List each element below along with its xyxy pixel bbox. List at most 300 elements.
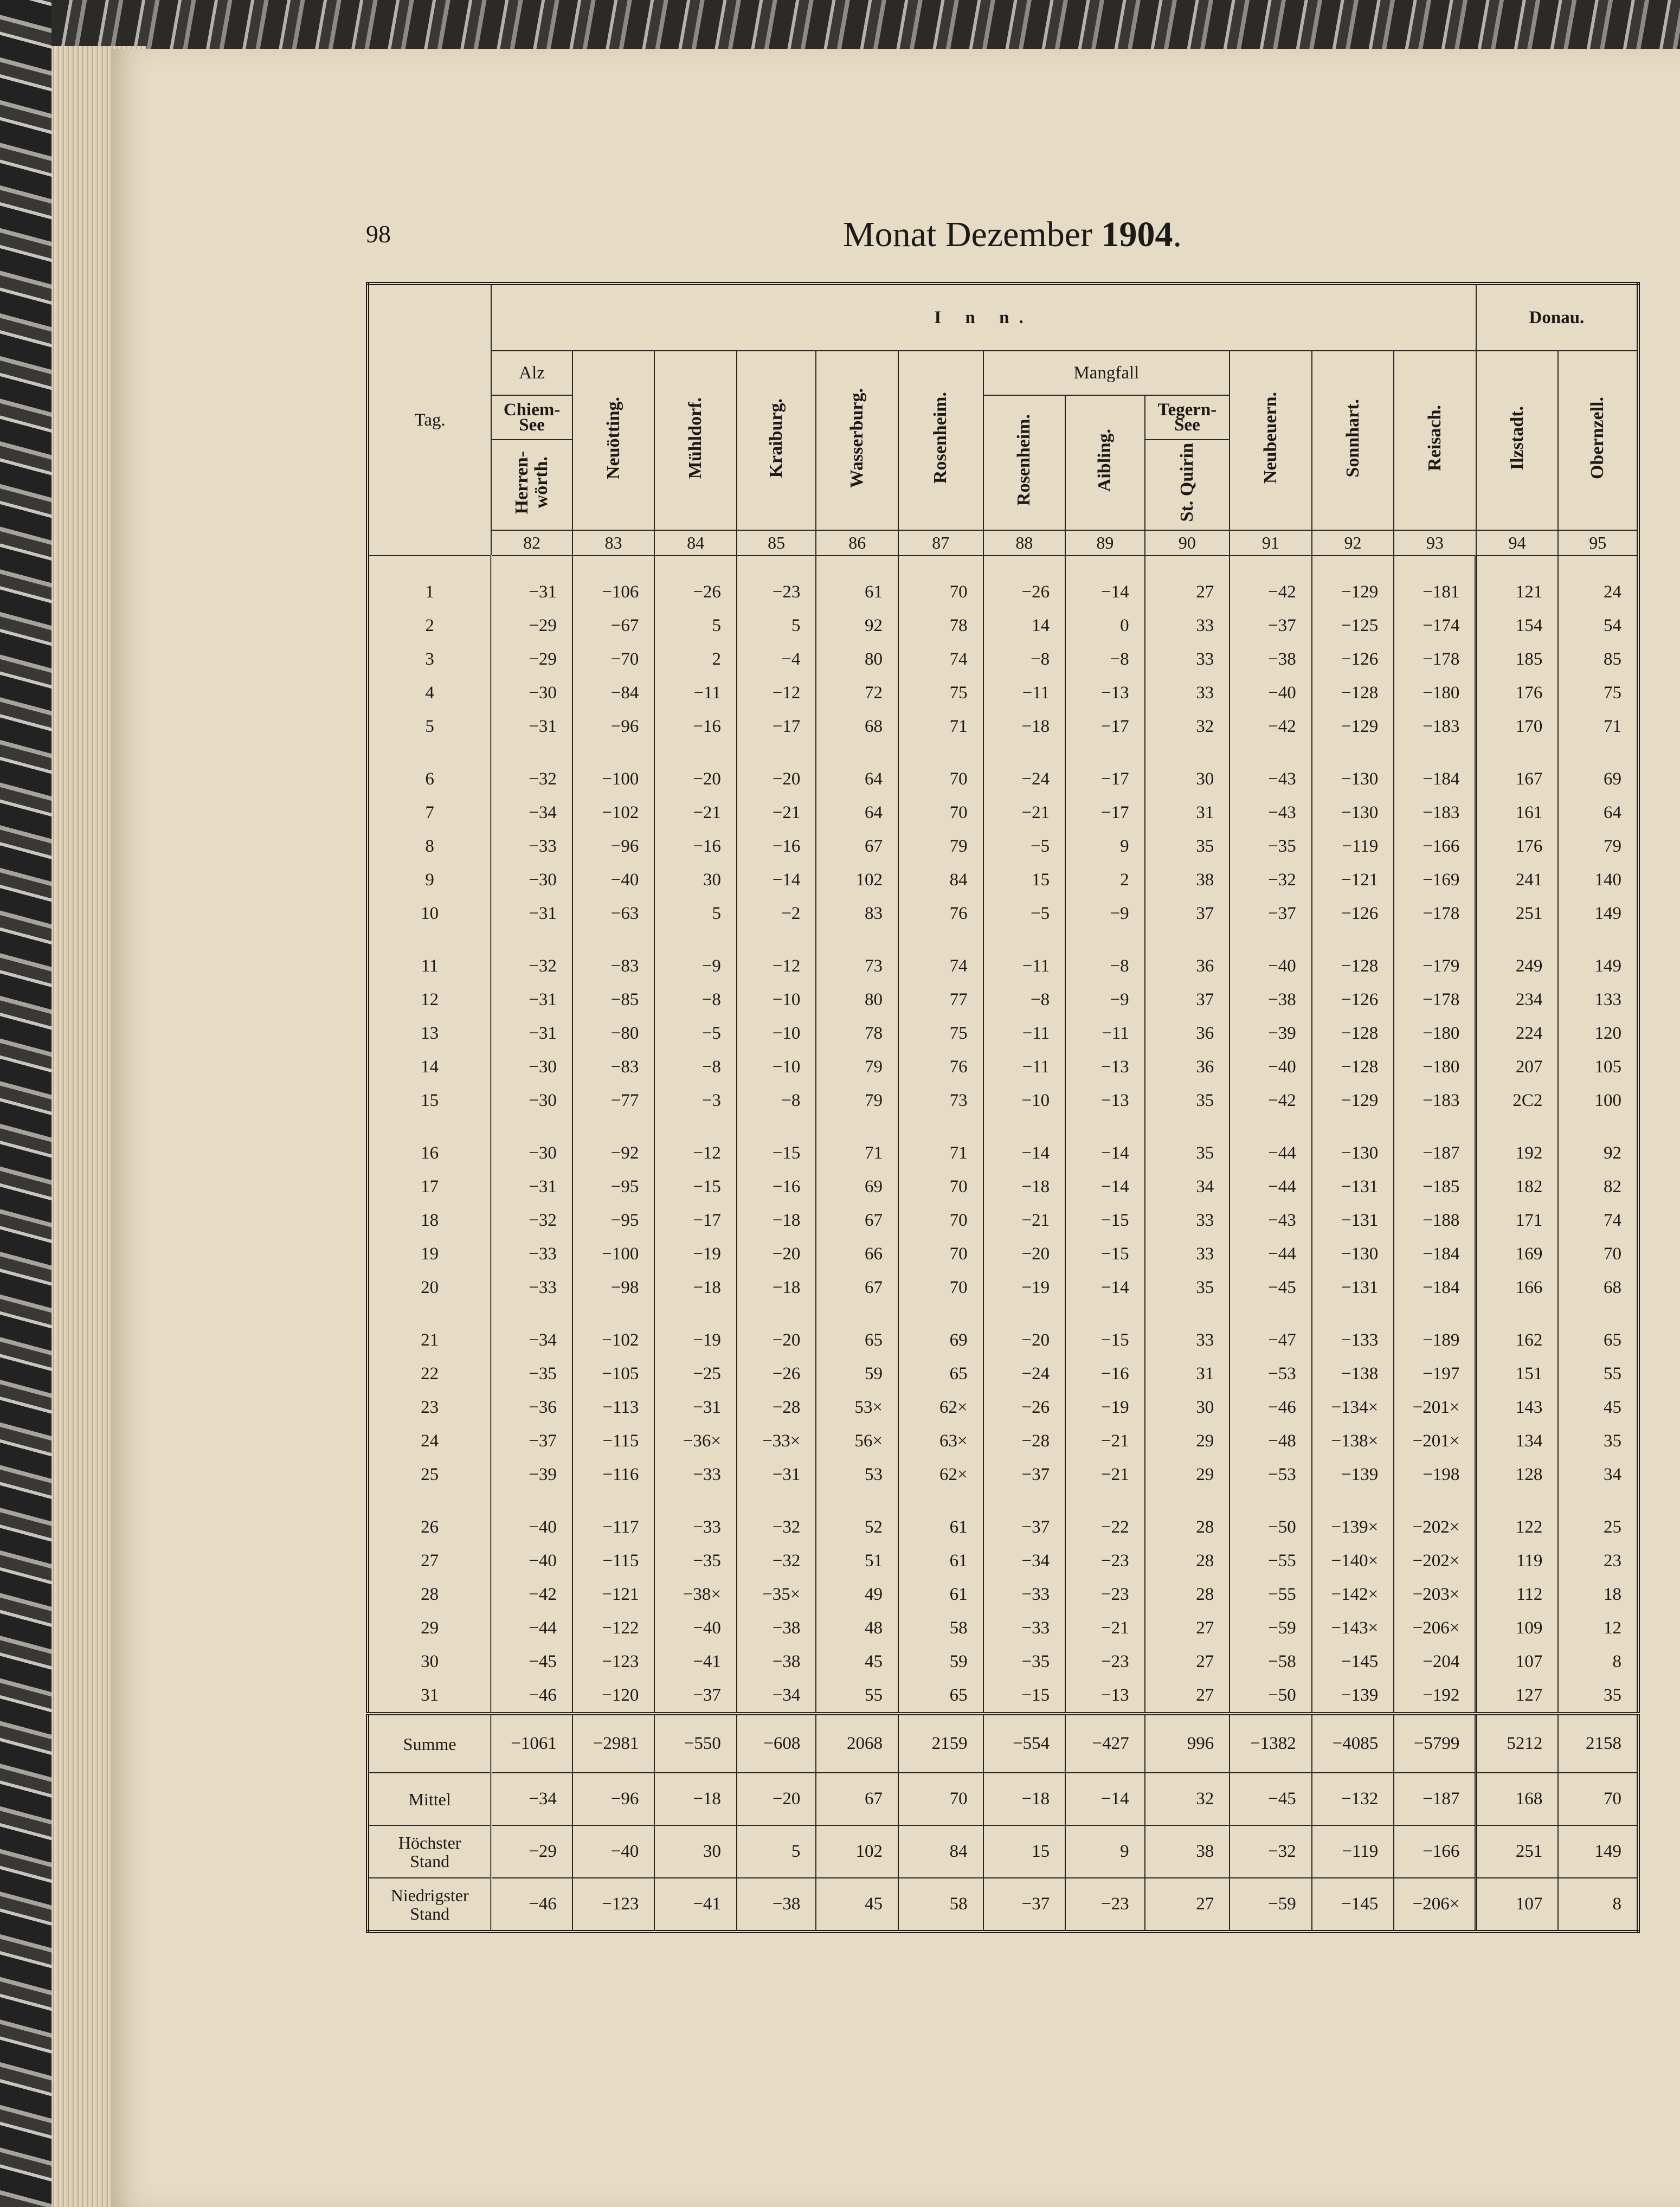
value-cell: 70	[1558, 1773, 1638, 1825]
value-cell: −206×	[1394, 1611, 1476, 1645]
value-cell: 67	[816, 1204, 898, 1237]
value-cell: −53	[1230, 1458, 1312, 1491]
value-cell: 53	[816, 1458, 898, 1491]
value-cell: 169	[1476, 1237, 1559, 1271]
value-cell: −180	[1394, 1016, 1476, 1050]
value-cell: −19	[1065, 1391, 1144, 1424]
value-cell: 185	[1476, 642, 1559, 676]
value-cell: 0	[1065, 609, 1144, 642]
value-cell: −123	[572, 1878, 655, 1932]
value-cell: −95	[572, 1170, 655, 1204]
value-cell: 2158	[1558, 1714, 1638, 1773]
value-cell: 54	[1558, 609, 1638, 642]
value-cell: −10	[983, 1084, 1066, 1117]
value-cell: 53×	[816, 1391, 898, 1424]
value-cell: 121	[1476, 575, 1559, 609]
day-cell: 29	[368, 1611, 491, 1645]
value-cell: −41	[654, 1645, 737, 1678]
value-cell: 92	[1558, 1136, 1638, 1170]
value-cell: −11	[983, 949, 1066, 983]
value-cell: −21	[1065, 1424, 1144, 1458]
value-cell: 37	[1145, 983, 1230, 1016]
donau-header: Donau.	[1476, 284, 1638, 351]
table-row	[368, 1136, 1638, 1170]
value-cell: −179	[1394, 949, 1476, 983]
value-cell: 5	[737, 609, 816, 642]
value-cell: −32	[737, 1510, 816, 1544]
value-cell: −31	[491, 710, 572, 743]
value-cell: −12	[737, 676, 816, 710]
value-cell: 28	[1145, 1578, 1230, 1611]
table-row	[368, 575, 1638, 609]
spacer-row	[368, 743, 1638, 762]
value-cell: −46	[491, 1678, 572, 1714]
station-number: 94	[1476, 530, 1559, 556]
value-cell: 79	[816, 1050, 898, 1084]
value-cell: 2C2	[1476, 1084, 1559, 1117]
value-cell: 23	[1558, 1544, 1638, 1578]
value-cell: 74	[898, 949, 983, 983]
value-cell: 151	[1476, 1357, 1559, 1391]
value-cell: −17	[1065, 710, 1144, 743]
value-cell: −8	[983, 983, 1066, 1016]
value-cell: 80	[816, 983, 898, 1016]
station-reisach: Reisach.	[1394, 351, 1476, 530]
value-cell: −46	[491, 1878, 572, 1932]
value-cell: 55	[816, 1678, 898, 1714]
value-cell: −17	[1065, 796, 1144, 829]
table-row	[368, 710, 1638, 743]
value-cell: −23	[1065, 1578, 1144, 1611]
value-cell: −130	[1312, 1237, 1394, 1271]
value-cell: −33	[491, 1237, 572, 1271]
value-cell: −140×	[1312, 1544, 1394, 1578]
value-cell: −203×	[1394, 1578, 1476, 1611]
value-cell: 9	[1065, 829, 1144, 863]
station-number: 91	[1230, 530, 1312, 556]
day-cell: 18	[368, 1204, 491, 1237]
day-cell: 1	[368, 575, 491, 609]
value-cell: −32	[1230, 1825, 1312, 1878]
station-aibling: Aibling.	[1065, 395, 1144, 530]
value-cell: 35	[1145, 829, 1230, 863]
value-cell: −50	[1230, 1678, 1312, 1714]
value-cell: −59	[1230, 1878, 1312, 1932]
value-cell: −11	[654, 676, 737, 710]
value-cell: −197	[1394, 1357, 1476, 1391]
value-cell: 171	[1476, 1204, 1559, 1237]
value-cell: −30	[491, 676, 572, 710]
value-cell: 182	[1476, 1170, 1559, 1204]
value-cell: −126	[1312, 897, 1394, 930]
value-cell: 70	[898, 1271, 983, 1304]
value-cell: −96	[572, 829, 655, 863]
value-cell: −37	[654, 1678, 737, 1714]
value-cell: −21	[737, 796, 816, 829]
value-cell: −28	[737, 1391, 816, 1424]
value-cell: 29	[1145, 1458, 1230, 1491]
value-cell: −10	[737, 1016, 816, 1050]
value-cell: −29	[491, 609, 572, 642]
value-cell: 55	[1558, 1357, 1638, 1391]
value-cell: −30	[491, 1084, 572, 1117]
summary-label: Summe	[368, 1714, 491, 1773]
value-cell: −8	[654, 983, 737, 1016]
value-cell: −11	[1065, 1016, 1144, 1050]
value-cell: −138×	[1312, 1424, 1394, 1458]
value-cell: 70	[898, 1170, 983, 1204]
value-cell: −44	[1230, 1237, 1312, 1271]
value-cell: −14	[983, 1136, 1066, 1170]
value-cell: 102	[816, 1825, 898, 1878]
day-cell: 31	[368, 1678, 491, 1714]
value-cell: 64	[816, 762, 898, 796]
value-cell: −24	[983, 1357, 1066, 1391]
value-cell: −83	[572, 949, 655, 983]
value-cell: −29	[491, 642, 572, 676]
value-cell: 79	[816, 1084, 898, 1117]
value-cell: 67	[816, 829, 898, 863]
value-cell: −38	[1230, 642, 1312, 676]
value-cell: 56×	[816, 1424, 898, 1458]
station-number-row	[368, 530, 1638, 556]
value-cell: −19	[654, 1323, 737, 1357]
value-cell: −30	[491, 1050, 572, 1084]
value-cell: 234	[1476, 983, 1559, 1016]
value-cell: 27	[1145, 575, 1230, 609]
day-cell: 23	[368, 1391, 491, 1424]
value-cell: −102	[572, 1323, 655, 1357]
value-cell: −19	[654, 1237, 737, 1271]
value-cell: −38	[737, 1645, 816, 1678]
value-cell: −21	[1065, 1611, 1144, 1645]
value-cell: 61	[898, 1510, 983, 1544]
value-cell: 92	[816, 609, 898, 642]
value-cell: −201×	[1394, 1424, 1476, 1458]
value-cell: 79	[898, 829, 983, 863]
station-number: 90	[1145, 530, 1230, 556]
value-cell: −63	[572, 897, 655, 930]
value-cell: 24	[1558, 575, 1638, 609]
value-cell: 59	[898, 1645, 983, 1678]
value-cell: −40	[1230, 949, 1312, 983]
value-cell: −58	[1230, 1645, 1312, 1678]
value-cell: 70	[898, 1204, 983, 1237]
value-cell: 30	[654, 863, 737, 897]
value-cell: −38	[737, 1611, 816, 1645]
value-cell: −14	[1065, 575, 1144, 609]
station-number: 86	[816, 530, 898, 556]
value-cell: −8	[1065, 642, 1144, 676]
value-cell: 45	[816, 1645, 898, 1678]
station-obernzell: Obernzell.	[1558, 351, 1638, 530]
value-cell: −4	[737, 642, 816, 676]
value-cell: −8	[737, 1084, 816, 1117]
value-cell: −26	[654, 575, 737, 609]
table-row	[368, 796, 1638, 829]
day-cell: 28	[368, 1578, 491, 1611]
value-cell: 133	[1558, 983, 1638, 1016]
value-cell: −427	[1065, 1714, 1144, 1773]
value-cell: −41	[654, 1878, 737, 1932]
value-cell: −5	[983, 829, 1066, 863]
summary-label: Mittel	[368, 1773, 491, 1825]
value-cell: −198	[1394, 1458, 1476, 1491]
value-cell: −12	[654, 1136, 737, 1170]
value-cell: −13	[1065, 1678, 1144, 1714]
value-cell: −35	[491, 1357, 572, 1391]
value-cell: −32	[737, 1544, 816, 1578]
value-cell: −18	[737, 1271, 816, 1304]
value-cell: −19	[983, 1271, 1066, 1304]
value-cell: −20	[737, 762, 816, 796]
table-row	[368, 642, 1638, 676]
value-cell: 241	[1476, 863, 1559, 897]
value-cell: −115	[572, 1424, 655, 1458]
value-cell: −113	[572, 1391, 655, 1424]
station-rosenheim-inn: Rosenheim.	[898, 351, 983, 530]
station-number: 88	[983, 530, 1066, 556]
value-cell: −31	[491, 1016, 572, 1050]
value-cell: −126	[1312, 983, 1394, 1016]
value-cell: 77	[898, 983, 983, 1016]
value-cell: −40	[1230, 1050, 1312, 1084]
station-wasserburg: Wasserburg.	[816, 351, 898, 530]
value-cell: −20	[654, 762, 737, 796]
station-neuoetting: Neuötting.	[572, 351, 655, 530]
value-cell: −85	[572, 983, 655, 1016]
value-cell: −126	[1312, 642, 1394, 676]
value-cell: −106	[572, 575, 655, 609]
value-cell: −20	[737, 1323, 816, 1357]
value-cell: −34	[491, 796, 572, 829]
value-cell: −59	[1230, 1611, 1312, 1645]
day-cell: 24	[368, 1424, 491, 1458]
table-row	[368, 949, 1638, 983]
value-cell: 2	[1065, 863, 1144, 897]
value-cell: 38	[1145, 1825, 1230, 1878]
value-cell: 65	[898, 1357, 983, 1391]
value-cell: −131	[1312, 1271, 1394, 1304]
day-cell: 4	[368, 676, 491, 710]
value-cell: 15	[983, 1825, 1066, 1878]
value-cell: 127	[1476, 1678, 1559, 1714]
station-number: 84	[654, 530, 737, 556]
value-cell: −40	[1230, 676, 1312, 710]
value-cell: −39	[1230, 1016, 1312, 1050]
value-cell: −554	[983, 1714, 1066, 1773]
value-cell: −37	[983, 1878, 1066, 1932]
station-neubeuern: Neubeuern.	[1230, 351, 1312, 530]
value-cell: −18	[654, 1271, 737, 1304]
table-row	[368, 1578, 1638, 1611]
value-cell: −35×	[737, 1578, 816, 1611]
value-cell: −31	[491, 1170, 572, 1204]
station-number: 92	[1312, 530, 1394, 556]
day-cell: 8	[368, 829, 491, 863]
value-cell: −28	[983, 1424, 1066, 1458]
value-cell: −145	[1312, 1878, 1394, 1932]
value-cell: −183	[1394, 1084, 1476, 1117]
value-cell: −21	[983, 1204, 1066, 1237]
value-cell: −115	[572, 1544, 655, 1578]
value-cell: 2	[654, 642, 737, 676]
mangfall-header: Mangfall	[983, 351, 1230, 395]
value-cell: 35	[1558, 1424, 1638, 1458]
value-cell: −550	[654, 1714, 737, 1773]
value-cell: 64	[1558, 796, 1638, 829]
value-cell: −95	[572, 1204, 655, 1237]
value-cell: −139	[1312, 1458, 1394, 1491]
value-cell: −31	[654, 1391, 737, 1424]
station-number: 87	[898, 530, 983, 556]
value-cell: 36	[1145, 1016, 1230, 1050]
value-cell: −16	[737, 829, 816, 863]
value-cell: 51	[816, 1544, 898, 1578]
value-cell: 109	[1476, 1611, 1559, 1645]
summary-row	[368, 1773, 1638, 1825]
value-cell: −129	[1312, 1084, 1394, 1117]
value-cell: 107	[1476, 1645, 1559, 1678]
value-cell: −187	[1394, 1136, 1476, 1170]
value-cell: 58	[898, 1611, 983, 1645]
value-cell: −2981	[572, 1714, 655, 1773]
value-cell: −35	[654, 1544, 737, 1578]
value-cell: −119	[1312, 829, 1394, 863]
day-cell: 7	[368, 796, 491, 829]
value-cell: −204	[1394, 1645, 1476, 1678]
table-row	[368, 1424, 1638, 1458]
value-cell: 35	[1145, 1271, 1230, 1304]
value-cell: 30	[654, 1825, 737, 1878]
value-cell: −5799	[1394, 1714, 1476, 1773]
value-cell: −4085	[1312, 1714, 1394, 1773]
value-cell: −123	[572, 1645, 655, 1678]
value-cell: −55	[1230, 1544, 1312, 1578]
value-cell: −16	[654, 710, 737, 743]
value-cell: −32	[1230, 863, 1312, 897]
value-cell: −22	[1065, 1510, 1144, 1544]
value-cell: −21	[654, 796, 737, 829]
value-cell: −15	[1065, 1204, 1144, 1237]
station-number: 95	[1558, 530, 1638, 556]
value-cell: 70	[898, 796, 983, 829]
value-cell: 154	[1476, 609, 1559, 642]
value-cell: −130	[1312, 1136, 1394, 1170]
value-cell: 149	[1558, 897, 1638, 930]
value-cell: −23	[1065, 1878, 1144, 1932]
value-cell: 69	[898, 1323, 983, 1357]
station-herrenwoerth: Herren- wörth.	[491, 440, 572, 530]
value-cell: 5	[654, 609, 737, 642]
value-cell: 49	[816, 1578, 898, 1611]
value-cell: 30	[1145, 1391, 1230, 1424]
value-cell: −44	[1230, 1170, 1312, 1204]
value-cell: −15	[1065, 1323, 1144, 1357]
title-year: 1904	[1101, 215, 1173, 254]
value-cell: 8	[1558, 1878, 1638, 1932]
value-cell: 68	[1558, 1271, 1638, 1304]
day-cell: 30	[368, 1645, 491, 1678]
value-cell: −116	[572, 1458, 655, 1491]
value-cell: 105	[1558, 1050, 1638, 1084]
value-cell: −180	[1394, 1050, 1476, 1084]
value-cell: 2159	[898, 1714, 983, 1773]
value-cell: −130	[1312, 762, 1394, 796]
value-cell: 119	[1476, 1544, 1559, 1578]
table-row	[368, 863, 1638, 897]
value-cell: 68	[816, 710, 898, 743]
value-cell: 29	[1145, 1424, 1230, 1458]
day-cell: 3	[368, 642, 491, 676]
summary-label: Höchster Stand	[368, 1825, 491, 1878]
summary-row	[368, 1825, 1638, 1878]
value-cell: −20	[737, 1237, 816, 1271]
value-cell: −45	[491, 1645, 572, 1678]
value-cell: −133	[1312, 1323, 1394, 1357]
value-cell: −1061	[491, 1714, 572, 1773]
value-cell: 207	[1476, 1050, 1559, 1084]
table-body	[368, 556, 1638, 1932]
value-cell: −16	[1065, 1357, 1144, 1391]
value-cell: −139×	[1312, 1510, 1394, 1544]
spacer-row	[368, 1304, 1638, 1323]
value-cell: −134×	[1312, 1391, 1394, 1424]
value-cell: 107	[1476, 1878, 1559, 1932]
day-cell: 22	[368, 1357, 491, 1391]
value-cell: −9	[654, 949, 737, 983]
value-cell: 33	[1145, 676, 1230, 710]
value-cell: −26	[983, 575, 1066, 609]
value-cell: −128	[1312, 949, 1394, 983]
value-cell: 75	[898, 1016, 983, 1050]
water-level-table	[366, 282, 1640, 1933]
value-cell: −8	[983, 642, 1066, 676]
value-cell: −67	[572, 609, 655, 642]
page-number: 98	[366, 220, 391, 248]
value-cell: −36	[491, 1391, 572, 1424]
value-cell: 34	[1558, 1458, 1638, 1491]
value-cell: 71	[898, 710, 983, 743]
day-cell: 2	[368, 609, 491, 642]
chiemsee-header: Chiem- See	[491, 395, 572, 440]
value-cell: −31	[491, 575, 572, 609]
value-cell: −16	[654, 829, 737, 863]
value-cell: −128	[1312, 1016, 1394, 1050]
value-cell: 25	[1558, 1510, 1638, 1544]
value-cell: −18	[983, 1170, 1066, 1204]
value-cell: −96	[572, 1773, 655, 1825]
value-cell: −166	[1394, 829, 1476, 863]
value-cell: −130	[1312, 796, 1394, 829]
value-cell: −80	[572, 1016, 655, 1050]
value-cell: 36	[1145, 949, 1230, 983]
value-cell: −10	[737, 1050, 816, 1084]
value-cell: 67	[816, 1271, 898, 1304]
value-cell: 71	[816, 1136, 898, 1170]
day-cell: 11	[368, 949, 491, 983]
value-cell: −13	[1065, 1050, 1144, 1084]
spacer-row	[368, 1491, 1638, 1510]
value-cell: 14	[983, 609, 1066, 642]
station-number: 82	[491, 530, 572, 556]
value-cell: −11	[983, 1050, 1066, 1084]
value-cell: −34	[983, 1544, 1066, 1578]
value-cell: −143×	[1312, 1611, 1394, 1645]
value-cell: −202×	[1394, 1510, 1476, 1544]
value-cell: −34	[491, 1323, 572, 1357]
value-cell: 69	[816, 1170, 898, 1204]
